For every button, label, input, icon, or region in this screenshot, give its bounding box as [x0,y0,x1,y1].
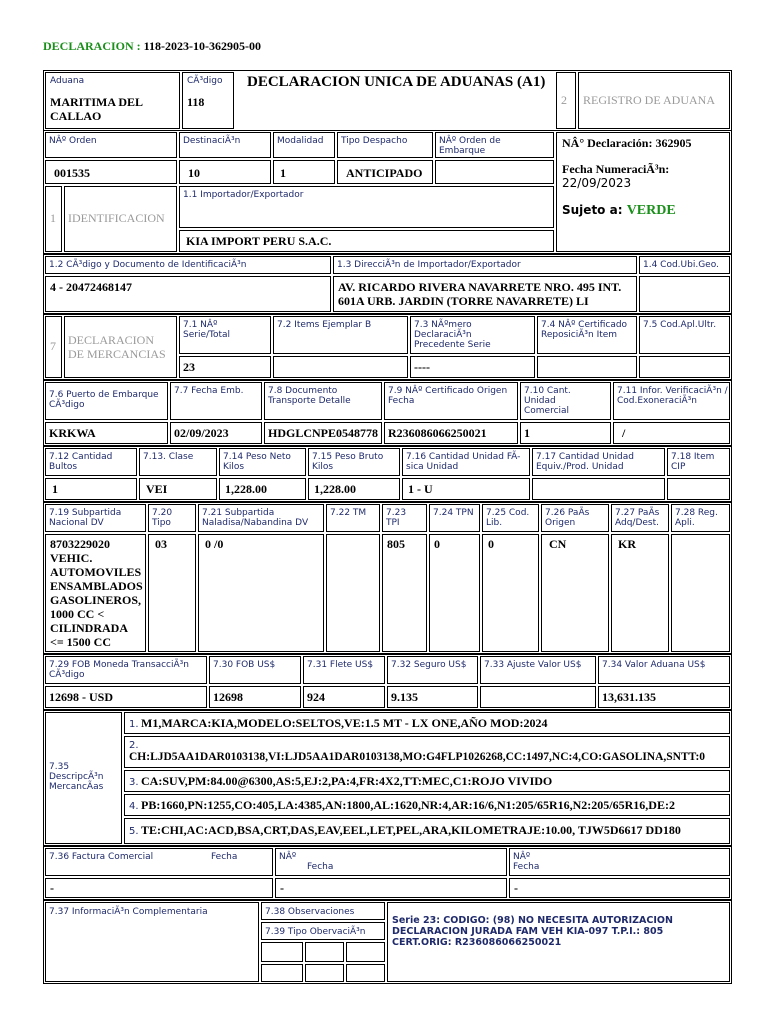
obs-grid-cell [346,964,385,982]
factura-no2-cell [509,848,730,876]
r1-label-0 [179,316,271,354]
r5-value-2 [303,686,385,708]
r4-value-5 [429,534,480,652]
r3-label-4 [402,448,530,476]
modalidad-label: Modalidad [277,136,324,146]
desc-line-number: 2. [129,740,139,751]
fob-usd-value: 12698 [213,690,243,704]
tpi-value: 805 [387,537,405,551]
modalidad-label-cell [273,132,335,158]
tipo-value: 03 [155,537,167,551]
dir-label-cell [333,256,637,274]
reg-apli-label: 7.28 Reg. Apli. [675,508,718,528]
codigo-cell [182,72,234,129]
factura-no1-cell [275,848,507,876]
cod-lib-label: 7.25 Cod. Lib. [486,508,530,528]
r3-value-2 [219,478,306,500]
r3-label-0 [45,448,137,476]
declaracion-precedente-value: ---- [414,360,430,374]
r4-value-3 [326,534,380,652]
factura-fecha2-label: Fecha [513,862,540,872]
desc-line-text: TE:CHI,AC:ACD,BSA,CRT,DAS,EAV,EEL,LET,PEL,ARA,KILOMETRAJE:10.00, TJW5D6617 DD180 [141,823,681,837]
r4-value-7 [541,534,609,652]
r5-label-3 [387,656,478,684]
serie-total-value: 23 [183,360,195,374]
r4-value-1 [148,534,196,652]
r5-value-3 [387,686,478,708]
fecha-numeracion-label: Fecha NumeraciÃ³n: [562,162,670,176]
ajuste-valor-label: 7.33 Ajuste Valor US$ [484,660,582,670]
subpartida-naladisa-value: 0 /0 [205,537,224,551]
r4-value-2 [198,534,324,652]
factura-value1-cell [275,878,507,898]
observaciones-text-cell [387,902,730,982]
r2-value-2 [264,422,382,444]
dir-value: AV. RICARDO RIVERA NAVARRETE NRO. 495 INT. 601A URB. JARDIN (TORRE NAVARRETE) LI [338,280,622,308]
tpn-label: 7.24 TPN [433,508,474,518]
r4-label-2 [198,504,324,532]
desc-line-text: CH:LJD5AA1DAR0103138,VI:LJD5AA1DAR0103138,MO:G4FLP1026268,CC:1497,NC:4,CO:GASOLINA,SNTT:0 [129,751,706,763]
cantidad-bultos-value: 1 [52,482,58,496]
cantidad-bultos-label: 7.12 Cantidad Bultos [49,452,113,472]
sec2-num-cell [556,72,576,129]
desc-line-number: 3. [129,777,139,788]
fecha-emb-label: 7.7 Fecha Emb. [174,386,244,396]
sujeto-row [562,203,676,219]
codigo-value: 118 [187,95,205,109]
factura-no1-label: NÂº [279,852,297,862]
importer-value-cell [179,230,554,252]
identificacion-title: IDENTIFICACION [68,211,165,225]
fecha-emb-value: 02/09/2023 [174,426,229,440]
destinacion-label: DestinaciÃ³n [183,136,241,146]
r2-label-2 [264,382,382,420]
observaciones-text: Serie 23: CODIGO: (98) NO NECESITA AUTORIZACION DECLARACION JURADA FAM VEH KIA-097 T.P.I.: 805 CERT.ORIG: R236086066250021 [392,915,673,948]
cantidad-unidad-fisica-value: 1 - U [408,482,433,496]
complementaria-label-cell [45,902,259,982]
tm-label: 7.22 TM [330,508,367,518]
r3-value-4 [402,478,530,500]
clase-value: VEI [146,482,168,496]
r3-label-2 [219,448,306,476]
tpi-label: 7.23 TPI [386,508,407,528]
observaciones-label-cell [261,902,385,920]
sec7-num-cell [45,316,62,378]
r4-label-8 [611,504,669,532]
r2-label-1 [170,382,262,420]
r2-value-4 [520,422,611,444]
fecha-numeracion-value: 22/09/2023 [562,176,632,190]
r3-value-6 [667,478,730,500]
dir-value-cell [333,276,637,312]
fob-usd-label: 7.30 FOB US$ [213,660,276,670]
obs-grid-cell [305,942,344,962]
factura-value2: - [514,881,518,895]
r5-label-1 [209,656,301,684]
r2-value-3 [384,422,518,444]
declaration-label: DECLARACION : [43,39,141,53]
sec1-num: 1 [50,211,56,225]
r4-label-1 [148,504,196,532]
tipo-despacho-value: ANTICIPADO [346,166,423,180]
doc-label: 1.2 CÃ³digo y Documento de IdentificaciÃ³n [49,260,247,270]
ubigeo-label-cell [639,256,730,274]
descripcion-label: 7.35 DescripcÃ³n MercancÃas [49,762,104,792]
aduana-cell [45,72,180,129]
r1-label-3 [537,316,637,354]
factura-fecha-label: Fecha [211,852,238,862]
r2-label-5 [613,382,730,420]
mercancias-title-cell [64,316,177,378]
doc-label-cell [45,256,331,274]
obs-grid-cell [261,964,303,982]
r1-label-2 [410,316,535,354]
documento-transporte-label: 7.8 Documento Transporte Detalle [268,386,351,406]
certificado-reposicion-label: 7.4 NÂº Certificado ReposiciÃ³n Item [541,320,628,340]
r2-value-5 [613,422,730,444]
registro-title-cell [578,72,730,129]
orden-embarque-value-cell [435,160,554,184]
r1-value-0 [179,356,271,378]
r2-label-4 [520,382,611,420]
factura-value2-cell [509,878,730,898]
peso-bruto-value: 1,228.00 [314,482,356,496]
ubigeo-value-cell [639,276,730,312]
registro-title: REGISTRO DE ADUANA [583,93,715,107]
cantidad-unidad-fisica-label: 7.16 Cantidad Unidad FÃ-sica Unidad [406,452,521,472]
doc-value-cell [45,276,331,312]
r5-label-5 [598,656,730,684]
identificacion-title-cell [64,186,177,252]
r3-value-5 [532,478,665,500]
obs-grid-cell [305,964,344,982]
orden-value-cell [45,160,177,184]
r3-label-3 [308,448,400,476]
orden-label-cell [45,132,177,158]
desc-line-1 [124,712,730,734]
obs-grid-cell [346,942,385,962]
peso-neto-label: 7.14 Peso Neto Kilos [223,452,291,472]
valor-aduana-label: 7.34 Valor Aduana US$ [602,660,706,670]
serie-total-label: 7.1 NÂº Serie/Total [183,320,231,340]
r5-value-5 [598,686,730,708]
observaciones-label: 7.38 Observaciones [265,907,355,917]
clase-label: 7.13. Clase [143,452,194,462]
importer-label-cell [179,186,554,228]
r4-label-6 [482,504,539,532]
fob-moneda-value: 12698 - USD [49,690,114,704]
desc-line-number: 1. [129,719,139,730]
item-cip-label: 7.18 Item CIP [671,452,715,472]
certificado-origen-label: 7.9 NÂº Certificado Origen Fecha [388,386,508,406]
r2-value-1 [170,422,262,444]
dir-label: 1.3 DirecciÃ³n de Importador/Exportador [337,260,521,270]
r1-value-1 [273,356,408,378]
r3-value-3 [308,478,400,500]
cant-unidad-comercial-label: 7.10 Cant. Unidad Comercial [524,386,571,416]
subpartida-nacional-label: 7.19 Subpartida Nacional DV [49,508,122,528]
factura-value: - [50,881,54,895]
pais-adq-value: KR [618,537,636,551]
r4-label-3 [326,504,380,532]
r5-value-0 [45,686,207,708]
tpn-value: 0 [434,537,440,551]
pais-adq-label: 7.27 PaÃs Adq/Dest. [615,508,660,528]
infor-verificacion-value: / [622,426,626,440]
declaracion-number: NÂ° Declaración: 362905 [562,136,692,150]
r3-value-1 [139,478,217,500]
complementaria-label: 7.37 InformaciÃ³n Complementaria [49,907,208,917]
r1-label-1 [273,316,408,354]
r1-value-3 [537,356,637,378]
orden-label: NÂº Orden [49,136,97,146]
r2-label-3 [384,382,518,420]
desc-line-3 [124,770,730,792]
r4-value-9 [671,534,730,652]
pais-origen-value: CN [549,537,567,551]
r4-label-4 [382,504,427,532]
sec1-num-cell [45,186,62,252]
r4-label-5 [429,504,480,532]
cod-lib-value: 0 [488,537,494,551]
declaration-number: 118-2023-10-362905-00 [143,39,261,53]
modalidad-value-cell [273,160,335,184]
cantidad-unidad-equiv-label: 7.17 Cantidad Unidad Equiv./Prod. Unidad [536,452,634,472]
r1-label-4 [639,316,730,354]
r4-value-0 [45,534,146,652]
desc-line-number: 4. [129,801,139,812]
certificado-origen-value: R236086066250021 [388,426,487,440]
documento-transporte-value: HDGLCNPE0548778 [268,426,379,440]
mercancias-title: DECLARACION DE MERCANCIAS [68,333,166,361]
ubigeo-label: 1.4 Cod.Ubi.Geo. [643,260,719,270]
aduana-value: MARITIMA DEL CALLAO [50,95,143,123]
seguro-value: 9.135 [391,690,418,704]
factura-fecha1-label: Fecha [307,862,334,872]
subpartida-nacional-value: 8703229020 VEHIC. AUTOMOVILES ENSAMBLADOS GASOLINEROS, 1000 CC < CILINDRADA <= 1500 CC [50,537,143,649]
tipo-label: 7.20 Tipo [152,508,173,528]
desc-line-text: PB:1660,PN:1255,CO:405,LA:4385,AN:1800,AL:1620,NR:4,AR:16/6,N1:205/65R16,N2:205/65R16,DE:2 [141,798,675,812]
puerto-embarque-label: 7.6 Puerto de Embarque CÃ³digo [49,390,159,410]
tipo-despacho-label: Tipo Despacho [341,136,408,146]
r1-value-4 [639,356,730,378]
r4-value-8 [611,534,669,652]
r3-label-6 [667,448,730,476]
r3-label-1 [139,448,217,476]
valor-aduana-value: 13,631.135 [602,690,656,704]
tipo-despacho-value-cell [337,160,433,184]
codigo-label: CÃ³digo [187,76,223,86]
declaration-header [43,39,261,54]
importer-label: 1.1 Importador/Exportador [183,190,304,200]
r2-label-0 [45,382,168,420]
items-ejemplar-label: 7.2 Items Ejemplar B [277,320,372,330]
factura-label-cell [45,848,273,876]
r4-value-4 [382,534,427,652]
r5-label-0 [45,656,207,684]
tipo-despacho-label-cell [337,132,433,158]
r3-label-5 [532,448,665,476]
cant-unidad-comercial-value: 1 [524,426,530,440]
cod-apl-ultr-label: 7.5 Cod.Apl.Ultr. [643,320,717,330]
factura-value-cell [45,878,273,898]
r5-label-4 [480,656,596,684]
desc-line-2 [124,736,730,768]
sujeto-value: VERDE [626,203,676,218]
document-title: DECLARACION UNICA DE ADUANAS (A1) [247,74,546,90]
doc-value: 4 - 20472468147 [50,280,132,294]
destinacion-label-cell [179,132,271,158]
registro-cell [556,132,730,252]
r4-label-0 [45,504,146,532]
factura-value1: - [280,881,284,895]
r3-value-0 [45,478,137,500]
pais-origen-label: 7.26 PaÃs Origen [545,508,590,528]
flete-value: 924 [307,690,325,704]
r5-value-1 [209,686,301,708]
desc-line-text: CA:SUV,PM:84.00@6300,AS:5,EJ:2,PA:4,FR:4X2,TT:MEC,C1:ROJO VIVIDO [141,774,553,788]
infor-verificacion-label: 7.11 Infor. VerificaciÃ³n / Cod.ExoneraciÃ³n [617,386,728,406]
desc-line-number: 5. [129,826,139,837]
modalidad-value: 1 [280,166,286,180]
seguro-label: 7.32 Seguro US$ [391,660,467,670]
sec2-num: 2 [561,93,567,107]
r4-label-7 [541,504,609,532]
orden-embarque-label-cell [435,132,554,158]
destinacion-value: 10 [188,166,200,180]
r4-value-6 [482,534,539,652]
fob-moneda-label: 7.29 FOB Moneda TransacciÃ³n CÃ³digo [49,660,189,680]
r4-label-9 [671,504,730,532]
aduana-label: Aduana [50,76,85,86]
descripcion-label-cell [45,712,122,844]
tipo-observacion-label-cell [261,922,385,940]
desc-line-5 [124,818,730,844]
factura-no2-label: NÂº [513,852,531,862]
r5-label-2 [303,656,385,684]
orden-value: 001535 [54,166,90,180]
r2-value-0 [45,422,168,444]
peso-bruto-label: 7.15 Peso Bruto Kilos [312,452,384,472]
flete-label: 7.31 Flete US$ [307,660,374,670]
r5-value-4 [480,686,596,708]
destinacion-value-cell [179,160,271,184]
importer-value: KIA IMPORT PERU S.A.C. [186,234,332,248]
factura-label: 7.36 Factura Comercial [49,852,154,862]
desc-line-4 [124,794,730,816]
orden-embarque-label: NÂº Orden de Embarque [439,136,501,156]
sujeto-label: Sujeto a: [562,203,623,217]
puerto-embarque-value: KRKWA [49,426,96,440]
obs-grid-cell [261,942,303,962]
declaracion-precedente-label: 7.3 NÃºmero DeclaraciÃ³n Precedente Serie [414,320,491,350]
peso-neto-value: 1,228.00 [225,482,267,496]
desc-line-text: M1,MARCA:KIA,MODELO:SELTOS,VE:1.5 MT - LX ONE,AÑO MOD:2024 [141,716,548,730]
r1-value-2 [410,356,535,378]
subpartida-naladisa-label: 7.21 Subpartida Naladisa/Nabandina DV [202,508,309,528]
sec7-num: 7 [50,339,56,353]
tipo-observacion-label: 7.39 Tipo ObervaciÃ³n [265,927,366,937]
